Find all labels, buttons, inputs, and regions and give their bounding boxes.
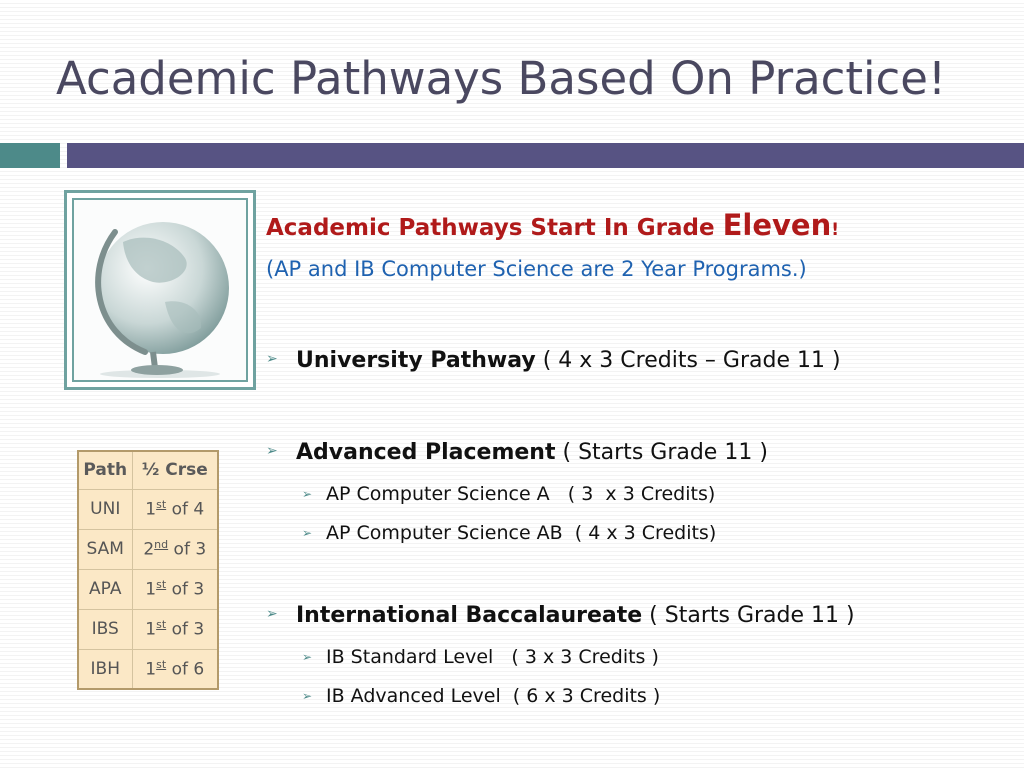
table-row (78, 529, 218, 569)
pathway-table (77, 450, 219, 690)
pathway-subheading: (AP and IB Computer Science are 2 Year Programs.) (266, 257, 807, 281)
bullet-detail: ( Starts Grade 11 ) (642, 603, 855, 628)
course-number: 1 (145, 619, 157, 640)
course-of: of 3 (166, 619, 205, 640)
pathway-heading (266, 208, 839, 242)
bullet-bold: International Baccalaureate (296, 603, 643, 628)
sub-bullet-ib-hl (302, 685, 660, 707)
course-number: 2 (143, 539, 155, 560)
arrow-bullet-icon: ➢ (266, 443, 278, 459)
course-of: of 4 (166, 499, 205, 520)
table-cell-path: IBH (78, 649, 132, 689)
sub-bullet-ap-a (302, 483, 715, 505)
table-header: ½ Crse (132, 451, 218, 489)
bullet-detail: ( Starts Grade 11 ) (555, 440, 768, 465)
sub-bullet-ap-ab (302, 522, 716, 544)
sub-bullet-ib-sl (302, 646, 659, 668)
arrow-bullet-icon: ➢ (302, 526, 313, 540)
arrow-bullet-icon: ➢ (266, 606, 278, 622)
table-row (78, 569, 218, 609)
table-cell-course (132, 529, 218, 569)
table-cell-course (132, 569, 218, 609)
course-ordinal: st (156, 618, 167, 632)
table-header-row (78, 451, 218, 489)
table-cell-course (132, 649, 218, 689)
bullet-advanced-placement (266, 440, 768, 465)
sub-bullet-text: AP Computer Science AB ( 4 x 3 Credits) (326, 522, 717, 544)
sub-bullet-text: IB Advanced Level ( 6 x 3 Credits ) (326, 685, 661, 707)
heading-emphasis: Eleven (722, 208, 832, 242)
sub-bullet-text: AP Computer Science A ( 3 x 3 Credits) (326, 483, 716, 505)
course-number: 1 (145, 579, 157, 600)
heading-text: Academic Pathways Start In Grade (266, 215, 723, 241)
course-of: of 3 (166, 579, 205, 600)
course-ordinal: st (156, 578, 167, 592)
table-row (78, 609, 218, 649)
table-row (78, 489, 218, 529)
accent-bar-navy (67, 143, 1024, 168)
table-row (78, 649, 218, 689)
arrow-bullet-icon: ➢ (266, 351, 278, 367)
table-cell-path: IBS (78, 609, 132, 649)
bullet-university (266, 348, 841, 373)
table-header: Path (78, 451, 132, 489)
globe-image-frame (64, 190, 256, 390)
course-of: of 6 (166, 659, 205, 680)
course-number: 1 (145, 499, 157, 520)
table-cell-course (132, 609, 218, 649)
slide-title: Academic Pathways Based On Practice! (56, 52, 947, 105)
accent-bar-teal (0, 143, 60, 168)
course-ordinal: st (156, 498, 167, 512)
course-ordinal: nd (154, 538, 169, 552)
arrow-bullet-icon: ➢ (302, 487, 313, 501)
table-cell-path: UNI (78, 489, 132, 529)
course-of: of 3 (168, 539, 207, 560)
arrow-bullet-icon: ➢ (302, 689, 313, 703)
bullet-bold: University Pathway (296, 348, 536, 373)
table-cell-path: APA (78, 569, 132, 609)
bullet-detail: ( 4 x 3 Credits – Grade 11 ) (535, 348, 841, 373)
sub-bullet-text: IB Standard Level ( 3 x 3 Credits ) (326, 646, 659, 668)
bullet-ib (266, 603, 855, 628)
heading-suffix: ! (831, 220, 839, 240)
globe-icon (72, 198, 248, 382)
arrow-bullet-icon: ➢ (302, 650, 313, 664)
course-number: 1 (145, 659, 157, 680)
course-ordinal: st (156, 657, 167, 671)
table-cell-course (132, 489, 218, 529)
bullet-bold: Advanced Placement (296, 440, 556, 465)
table-cell-path: SAM (78, 529, 132, 569)
